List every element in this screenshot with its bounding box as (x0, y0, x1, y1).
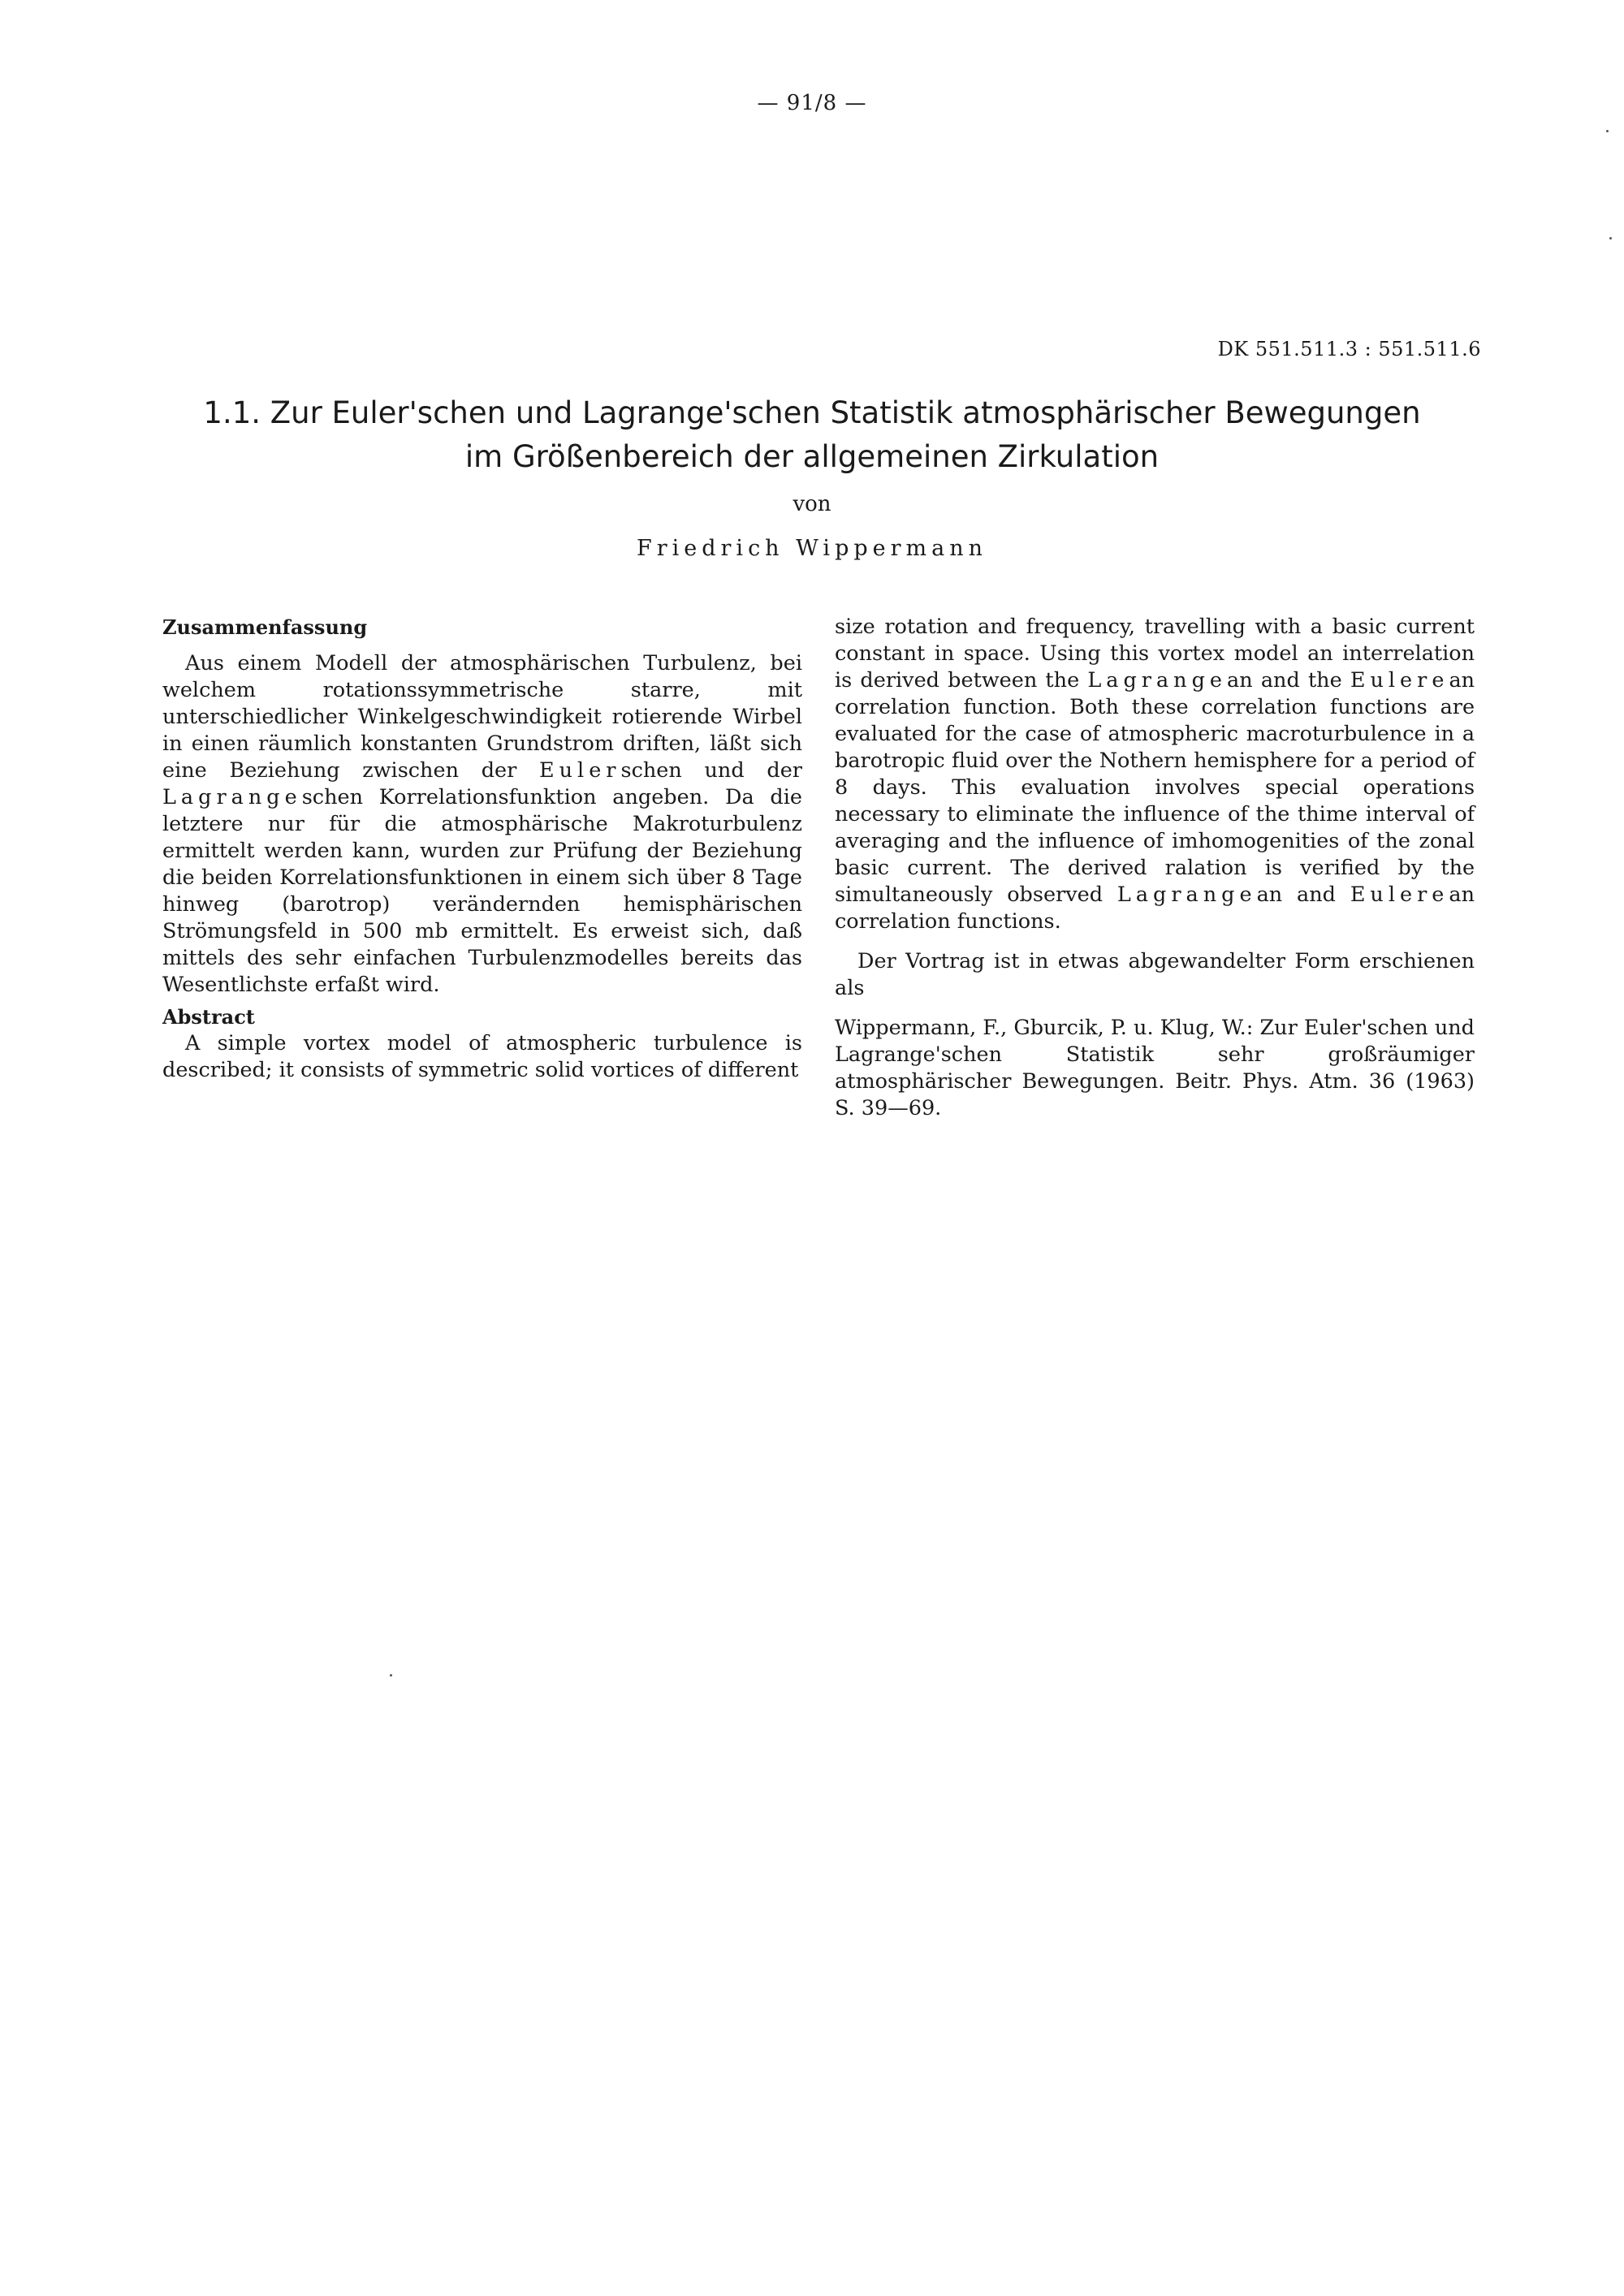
zusammenfassung-heading: Zusammenfassung (162, 615, 368, 639)
reference-citation: Wippermann, F., Gburcik, P. u. Klug, W.: Zur Euler'schen und Lagrange'schen Statistik sehr großräumiger atmosphärischer Bewegungen. Beitr. Phys. Atm. 36 (1963) S. 39—69. (835, 1016, 1475, 1120)
scan-speck (1606, 130, 1609, 132)
dk-classification: DK 551.511.3 : 551.511.6 (1217, 338, 1481, 360)
scan-speck (390, 1674, 392, 1677)
left-column (162, 614, 802, 1084)
byline-von: von (793, 492, 831, 516)
page-number: — 91/8 — (757, 91, 867, 115)
right-column (835, 614, 1475, 1122)
title-line-2: im Größenbereich der allgemeinen Zirkulation (464, 439, 1160, 474)
abstract-text-continued: size rotation and frequency, travelling with a basic current constant in space. Using this vortex model an interrelation is derived between the Lagrangean and the Eulerean correlation function. Both these correlation functions are evaluated for the case of atmospheric macroturbulence in a barotropic fluid over the Nothern hemisphere for a period of 8 days. This evaluation involves special operations necessary to eliminate the influence of the thime interval of averaging and the influence of imhomogenities of the zonal basic current. The derived ralation is verified by the simultaneously observed Lagrangean and Eulerean correlation functions. (835, 615, 1475, 934)
publication-note: Der Vortrag ist in etwas abgewandelter Form erschienen als (835, 949, 1475, 1000)
paper-title (162, 391, 1462, 479)
abstract-text: A simple vortex model of atmospheric turbulence is described; it consists of symmetric solid vortices of different (162, 1031, 802, 1082)
abstract-heading: Abstract (162, 1005, 255, 1029)
scan-speck (1609, 237, 1612, 240)
author-name: Friedrich Wippermann (636, 536, 988, 561)
zusammenfassung-text: Aus einem Modell der atmosphärischen Turbulenz, bei welchem rotationssymmetrische starre, mit unterschiedlicher Winkelgeschwindigkeit rotierende Wirbel in einen räumlich konstanten Grundstrom driften, läßt sich eine Beziehung zwischen der Eulerschen und der Lagrangeschen Korrelationsfunktion angeben. Da die letztere nur für die atmosphärische Makroturbulenz ermittelt werden kann, wurden zur Prüfung der Beziehung die beiden Korrelationsfunktionen in einem sich über 8 Tage hinweg (barotrop) verändernden hemisphärischen Strömungsfeld in 500 mb ermittelt. Es erweist sich, daß mittels des sehr einfachen Turbulenzmodelles bereits das Wesentlichste erfaßt wird. (162, 651, 802, 997)
title-line-1: 1.1. Zur Euler'schen und Lagrange'schen Statistik atmosphärischer Bewegungen (203, 395, 1421, 430)
